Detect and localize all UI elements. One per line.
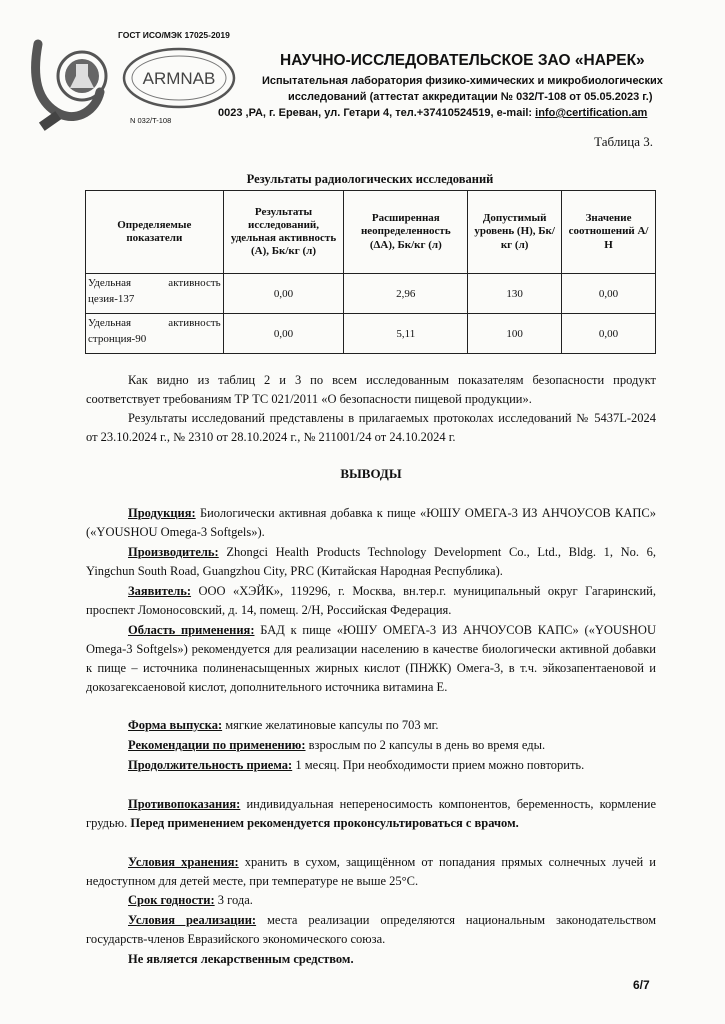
storage-value: хранить в сухом, защищённом от попадания прямых солнечных лучей и недоступном для детей месте, при температуре не выше 25°С. [86, 855, 656, 888]
applicant-value: ООО «ХЭЙК», 119296, г. Москва, вн.тер.г. муниципальный округ Гагаринский, проспект Ломоносовский, д. 14, помещ. 2/Н, Российская Федерация. [86, 584, 656, 617]
armnab-logo [118, 44, 240, 114]
accreditation-number: N 032/T-108 [130, 116, 172, 125]
sale-conditions-value: места реализации определяются национальным законодательством государств-членов Евразийского экономического союза. [86, 913, 656, 946]
contraindications-label: Противопоказания: [128, 797, 241, 811]
table-number: Таблица 3. [594, 134, 653, 149]
table-cell: 2,96 [344, 274, 468, 314]
manufacturer-label: Производитель: [128, 545, 219, 559]
form-paragraph [86, 716, 656, 735]
contraindications-paragraph [86, 795, 656, 833]
radiology-results-table [85, 190, 656, 354]
sale-conditions-label: Условия реализации: [128, 913, 257, 927]
table-header-row [86, 191, 656, 274]
product-label: Продукция: [128, 506, 196, 520]
form-value: мягкие желатиновые капсулы по 703 мг. [222, 718, 439, 732]
protocols-paragraph: Результаты исследований представлены в прилагаемых протоколах исследований № 5437L-2024 от 23.10.2024 г., № 2310 от 28.10.2024 г., № 211001/24 от 24.10.2024 г. [86, 411, 656, 444]
narek-logo [30, 36, 112, 132]
consult-doctor-note: Перед применением рекомендуется проконсультироваться с врачом. [130, 816, 519, 830]
contraindications-value: индивидуальная непереносимость компонентов, беременность, кормление грудью. [86, 797, 656, 830]
page-number: 6/7 [633, 978, 650, 992]
address-line [218, 107, 647, 119]
table-cell: 100 [468, 314, 562, 354]
accreditation-line: исследований (аттестат аккредитации № 032/Т-108 от 05.05.2023 г.) [288, 91, 653, 103]
storage-paragraph [86, 853, 656, 891]
column-header: Результаты исследований, удельная активность (А), Бк/кг (л) [223, 191, 344, 274]
form-label: Форма выпуска: [128, 718, 223, 732]
product-value: Биологически активная добавка к пище «ЮШУ ОМЕГА-3 ИЗ АНЧОУСОВ КАПС» («YOUSHOU Omega-3 Softgels»). [86, 506, 656, 539]
applicant-paragraph [86, 582, 656, 620]
table-cell-indicator: Удельная активность стронция-90 [86, 314, 224, 354]
shelf-life-value: 3 года. [214, 893, 253, 907]
scope-value: БАД к пище «ЮШУ ОМЕГА-3 ИЗ АНЧОУСОВ КАПС» («YOUSHOU Omega-3 Softgels») рекомендуется для реализации населению в качестве биологически активной добавки к пище – источника полиненасыщенных жирных кислот (ПНЖК) Омега-3, в т.ч. эйкозапентаеновой и докозагексаеновой кислот, дополнительного источника витамина Е. [86, 623, 656, 694]
column-header: Значение соотношений А/Н [562, 191, 656, 274]
address-text: 0023 ,РА, г. Ереван, ул. Гетари 4, тел.+37410524519, e-mail: [218, 107, 536, 119]
column-header: Определяемые показатели [86, 191, 224, 274]
manufacturer-paragraph [86, 543, 656, 581]
scope-label: Область применения: [128, 623, 255, 637]
product-paragraph [86, 504, 656, 542]
duration-paragraph [86, 756, 656, 775]
table-title: Результаты радиологических исследований [246, 172, 494, 186]
storage-label: Условия хранения: [128, 855, 239, 869]
armnab-logo-text: ARMNAB [142, 69, 216, 88]
table-cell: 0,00 [223, 314, 344, 354]
conclusions-title: ВЫВОДЫ [340, 466, 402, 481]
manufacturer-value: Zhongci Health Products Technology Development Co., Ltd., Bldg. 1, No. 6, Yingchun South Road, Guangzhou City, PRC (Китайская Народная Республика). [86, 545, 656, 578]
usage-value: взрослым по 2 капсулы в день во время еды. [305, 738, 546, 752]
lab-name-line: Испытательная лаборатория физико-химических и микробиологических [262, 75, 663, 87]
shelf-life-label: Срок годности: [128, 893, 215, 907]
gost-standard: ГОСТ ИСО/МЭК 17025-2019 [118, 30, 230, 40]
table-cell: 5,11 [344, 314, 468, 354]
organization-title: НАУЧНО-ИССЛЕДОВАТЕЛЬСКОЕ ЗАО «НАРЕК» [280, 52, 645, 69]
table-cell: 130 [468, 274, 562, 314]
table-cell: 0,00 [562, 314, 656, 354]
shelf-life-paragraph [86, 891, 656, 910]
duration-value: 1 месяц. При необходимости прием можно повторить. [292, 758, 585, 772]
table-cell: 0,00 [562, 274, 656, 314]
table-cell-indicator: Удельная активность цезия-137 [86, 274, 224, 314]
table-row [86, 314, 656, 354]
column-header: Допустимый уровень (Н), Бк/кг (л) [468, 191, 562, 274]
usage-label: Рекомендации по применению: [128, 738, 306, 752]
not-medicine-note: Не является лекарственным средством. [128, 952, 354, 966]
column-header: Расширенная неопределенность (ΔА), Бк/кг (л) [344, 191, 468, 274]
compliance-paragraph: Как видно из таблиц 2 и 3 по всем исследованным показателям безопасности продукт соответствует требованиям ТР ТС 021/2011 «О безопасности пищевой продукции». [86, 373, 656, 406]
sale-conditions-paragraph [86, 911, 656, 949]
scope-paragraph [86, 621, 656, 697]
table-row [86, 274, 656, 314]
usage-paragraph [86, 736, 656, 755]
duration-label: Продолжительность приема: [128, 758, 293, 772]
table-cell: 0,00 [223, 274, 344, 314]
applicant-label: Заявитель: [128, 584, 192, 598]
email-link[interactable]: info@certification.am [535, 107, 648, 119]
